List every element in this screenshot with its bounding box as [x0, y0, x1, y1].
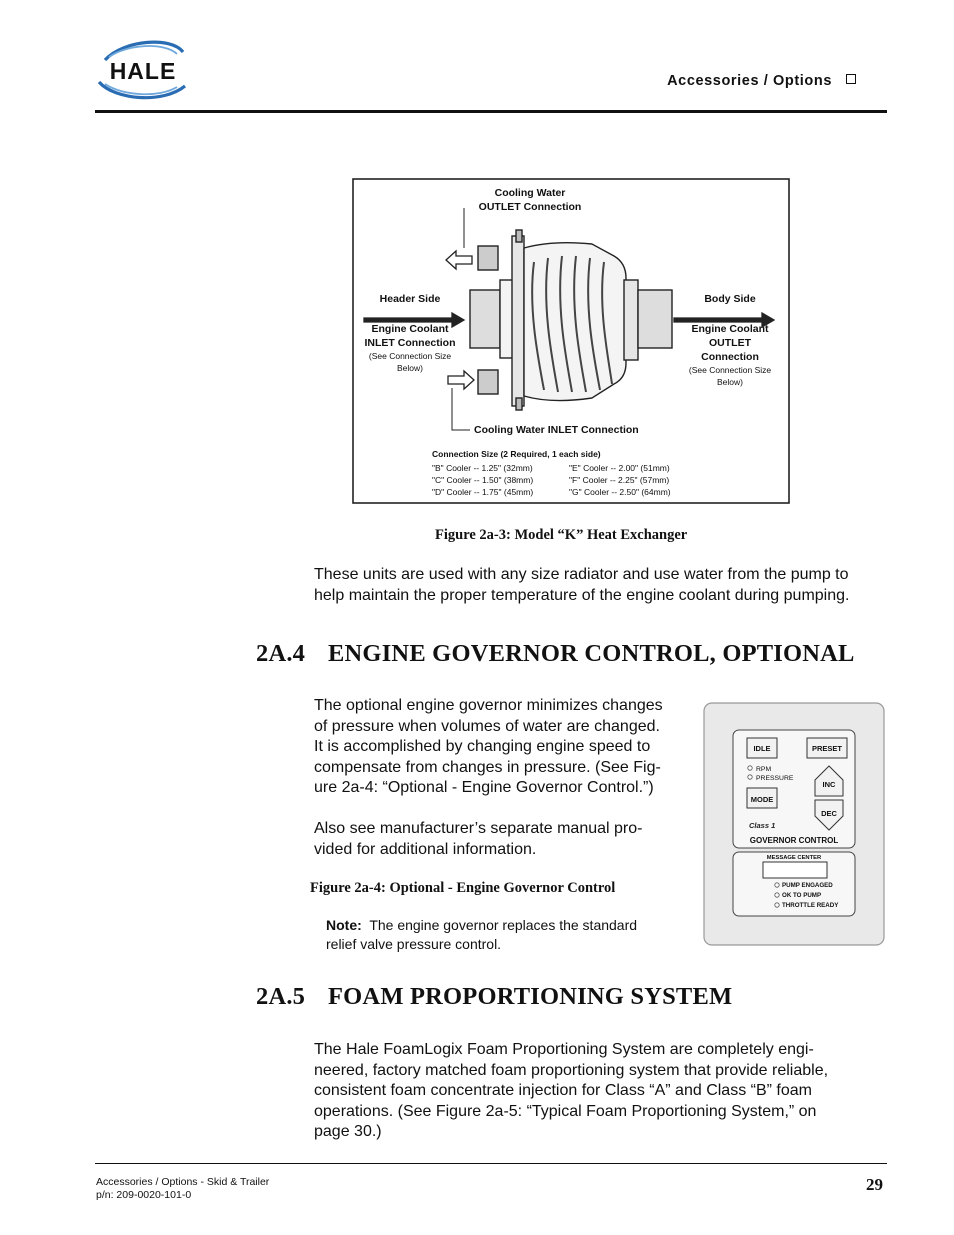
section-2a5-number: 2A.5 [256, 983, 306, 1010]
label-inlet-2: INLET Connection [364, 337, 456, 349]
governor-paragraph-a [314, 696, 663, 799]
figure-heat-exchanger [352, 178, 790, 505]
foam-line-1: The Hale FoamLogix Foam Proportioning System are completely engi- [314, 1041, 814, 1058]
label-body-side: Body Side [704, 293, 756, 305]
pump-engaged-label: PUMP ENGAGED [782, 882, 833, 889]
gov-b-line-1: Also see manufacturer’s separate manual pro- [314, 820, 643, 837]
label-inlet-4: Below) [397, 363, 423, 373]
section-2a4-heading [256, 640, 855, 668]
section-2a4-number: 2A.4 [256, 640, 306, 667]
section-2a5-heading [256, 983, 732, 1011]
note-line-1: The engine governor replaces the standard [369, 917, 638, 933]
label-inlet-1: Engine Coolant [371, 323, 449, 335]
footer-rule [95, 1163, 887, 1164]
label-cooling-inlet: Cooling Water INLET Connection [474, 424, 639, 436]
governor-control-label: GOVERNOR CONTROL [749, 836, 839, 845]
checkbox-bullet-icon [846, 74, 856, 84]
size-right-1: "F" Cooler -- 2.25" (57mm) [569, 475, 670, 485]
size-left-2: "D" Cooler -- 1.75" (45mm) [432, 487, 534, 497]
hale-logo [93, 38, 193, 104]
foam-line-4: operations. (See Figure 2a-5: “Typical Foam Proportioning System,” on [314, 1102, 817, 1120]
hale-logo-swoosh-icon [93, 38, 193, 104]
footer-line-1: Accessories / Options - Skid & Trailer [96, 1176, 270, 1188]
foam-line-5: page 30.) [314, 1123, 382, 1140]
size-left-1: "C" Cooler -- 1.50" (38mm) [432, 475, 534, 485]
heat-exchanger-diagram [352, 178, 790, 505]
intro-paragraph [314, 565, 849, 606]
intro-line-1: These units are used with any size radiator and use water from the pump to [314, 566, 849, 583]
label-cooling-outlet-2: OUTLET Connection [478, 201, 582, 213]
size-right-2: "G" Cooler -- 2.50" (64mm) [569, 487, 671, 497]
section-2a4-title: ENGINE GOVERNOR CONTROL, OPTIONAL [328, 640, 855, 667]
footer-line-2: p/n: 209-0020-101-0 [96, 1189, 192, 1201]
intro-line-2: help maintain the proper temperature of the engine coolant during pumping. [314, 586, 850, 604]
label-cooling-outlet-1: Cooling Water [494, 187, 566, 199]
gov-a-line-3: It is accomplished by changing engine speed to [314, 738, 651, 755]
size-left-0: "B" Cooler -- 1.25" (32mm) [432, 463, 533, 473]
note-line-2: relief valve pressure control. [326, 936, 502, 952]
governor-paragraph-b [314, 819, 642, 860]
idle-label: IDLE [753, 744, 771, 753]
svg-text:HALE: HALE [109, 58, 177, 84]
header-rule [95, 110, 887, 113]
label-outlet-3: Connection [701, 351, 759, 363]
foam-line-3: consistent foam concentrate injection for Class “A” and Class “B” foam [314, 1082, 812, 1099]
gov-a-line-1: The optional engine governor minimizes changes [314, 697, 663, 714]
governor-note [326, 916, 637, 954]
inc-label: INC [822, 780, 836, 789]
foam-line-2: neered, factory matched foam proportioning system that provide reliable, [314, 1061, 829, 1079]
label-outlet-5: Below) [717, 377, 743, 387]
gov-b-line-2: vided for additional information. [314, 840, 537, 858]
figure-2a4-caption: Figure 2a-4: Optional - Engine Governor Control [310, 880, 616, 896]
class1-brand-label: Class 1 [749, 821, 776, 830]
figure-2a3-caption: Figure 2a-3: Model “K” Heat Exchanger [435, 527, 688, 543]
page-number: 29 [866, 1175, 883, 1194]
note-label: Note: [326, 917, 362, 933]
governor-panel-diagram [703, 702, 885, 946]
label-connection-title: Connection Size (2 Required, 1 each side) [432, 449, 601, 459]
label-header-side: Header Side [379, 293, 441, 305]
throttle-ready-label: THROTTLE READY [782, 902, 839, 909]
gov-a-line-4: compensate from changes in pressure. (See Fig- [314, 758, 661, 776]
dec-label: DEC [821, 809, 837, 818]
label-outlet-1: Engine Coolant [691, 323, 769, 335]
footer-left [96, 1176, 269, 1202]
pressure-label: PRESSURE [756, 775, 794, 782]
governor-control-panel [703, 702, 885, 946]
message-center-label: MESSAGE CENTER [766, 855, 822, 861]
section-2a5-title: FOAM PROPORTIONING SYSTEM [328, 983, 733, 1010]
size-right-0: "E" Cooler -- 2.00" (51mm) [569, 463, 670, 473]
running-header-text: Accessories / Options [667, 73, 832, 89]
label-outlet-2: OUTLET [709, 337, 751, 349]
gov-a-line-5: ure 2a-4: “Optional - Engine Governor Control.”) [314, 779, 654, 796]
mode-label: MODE [750, 795, 774, 804]
preset-label: PRESET [811, 744, 843, 753]
label-outlet-4: (See Connection Size [688, 365, 772, 375]
running-header [667, 73, 856, 89]
gov-a-line-2: of pressure when volumes of water are changed. [314, 717, 660, 735]
label-inlet-3: (See Connection Size [368, 351, 452, 361]
rpm-label: RPM [756, 766, 772, 773]
ok-to-pump-label: OK TO PUMP [782, 892, 822, 899]
foam-paragraph [314, 1040, 828, 1143]
